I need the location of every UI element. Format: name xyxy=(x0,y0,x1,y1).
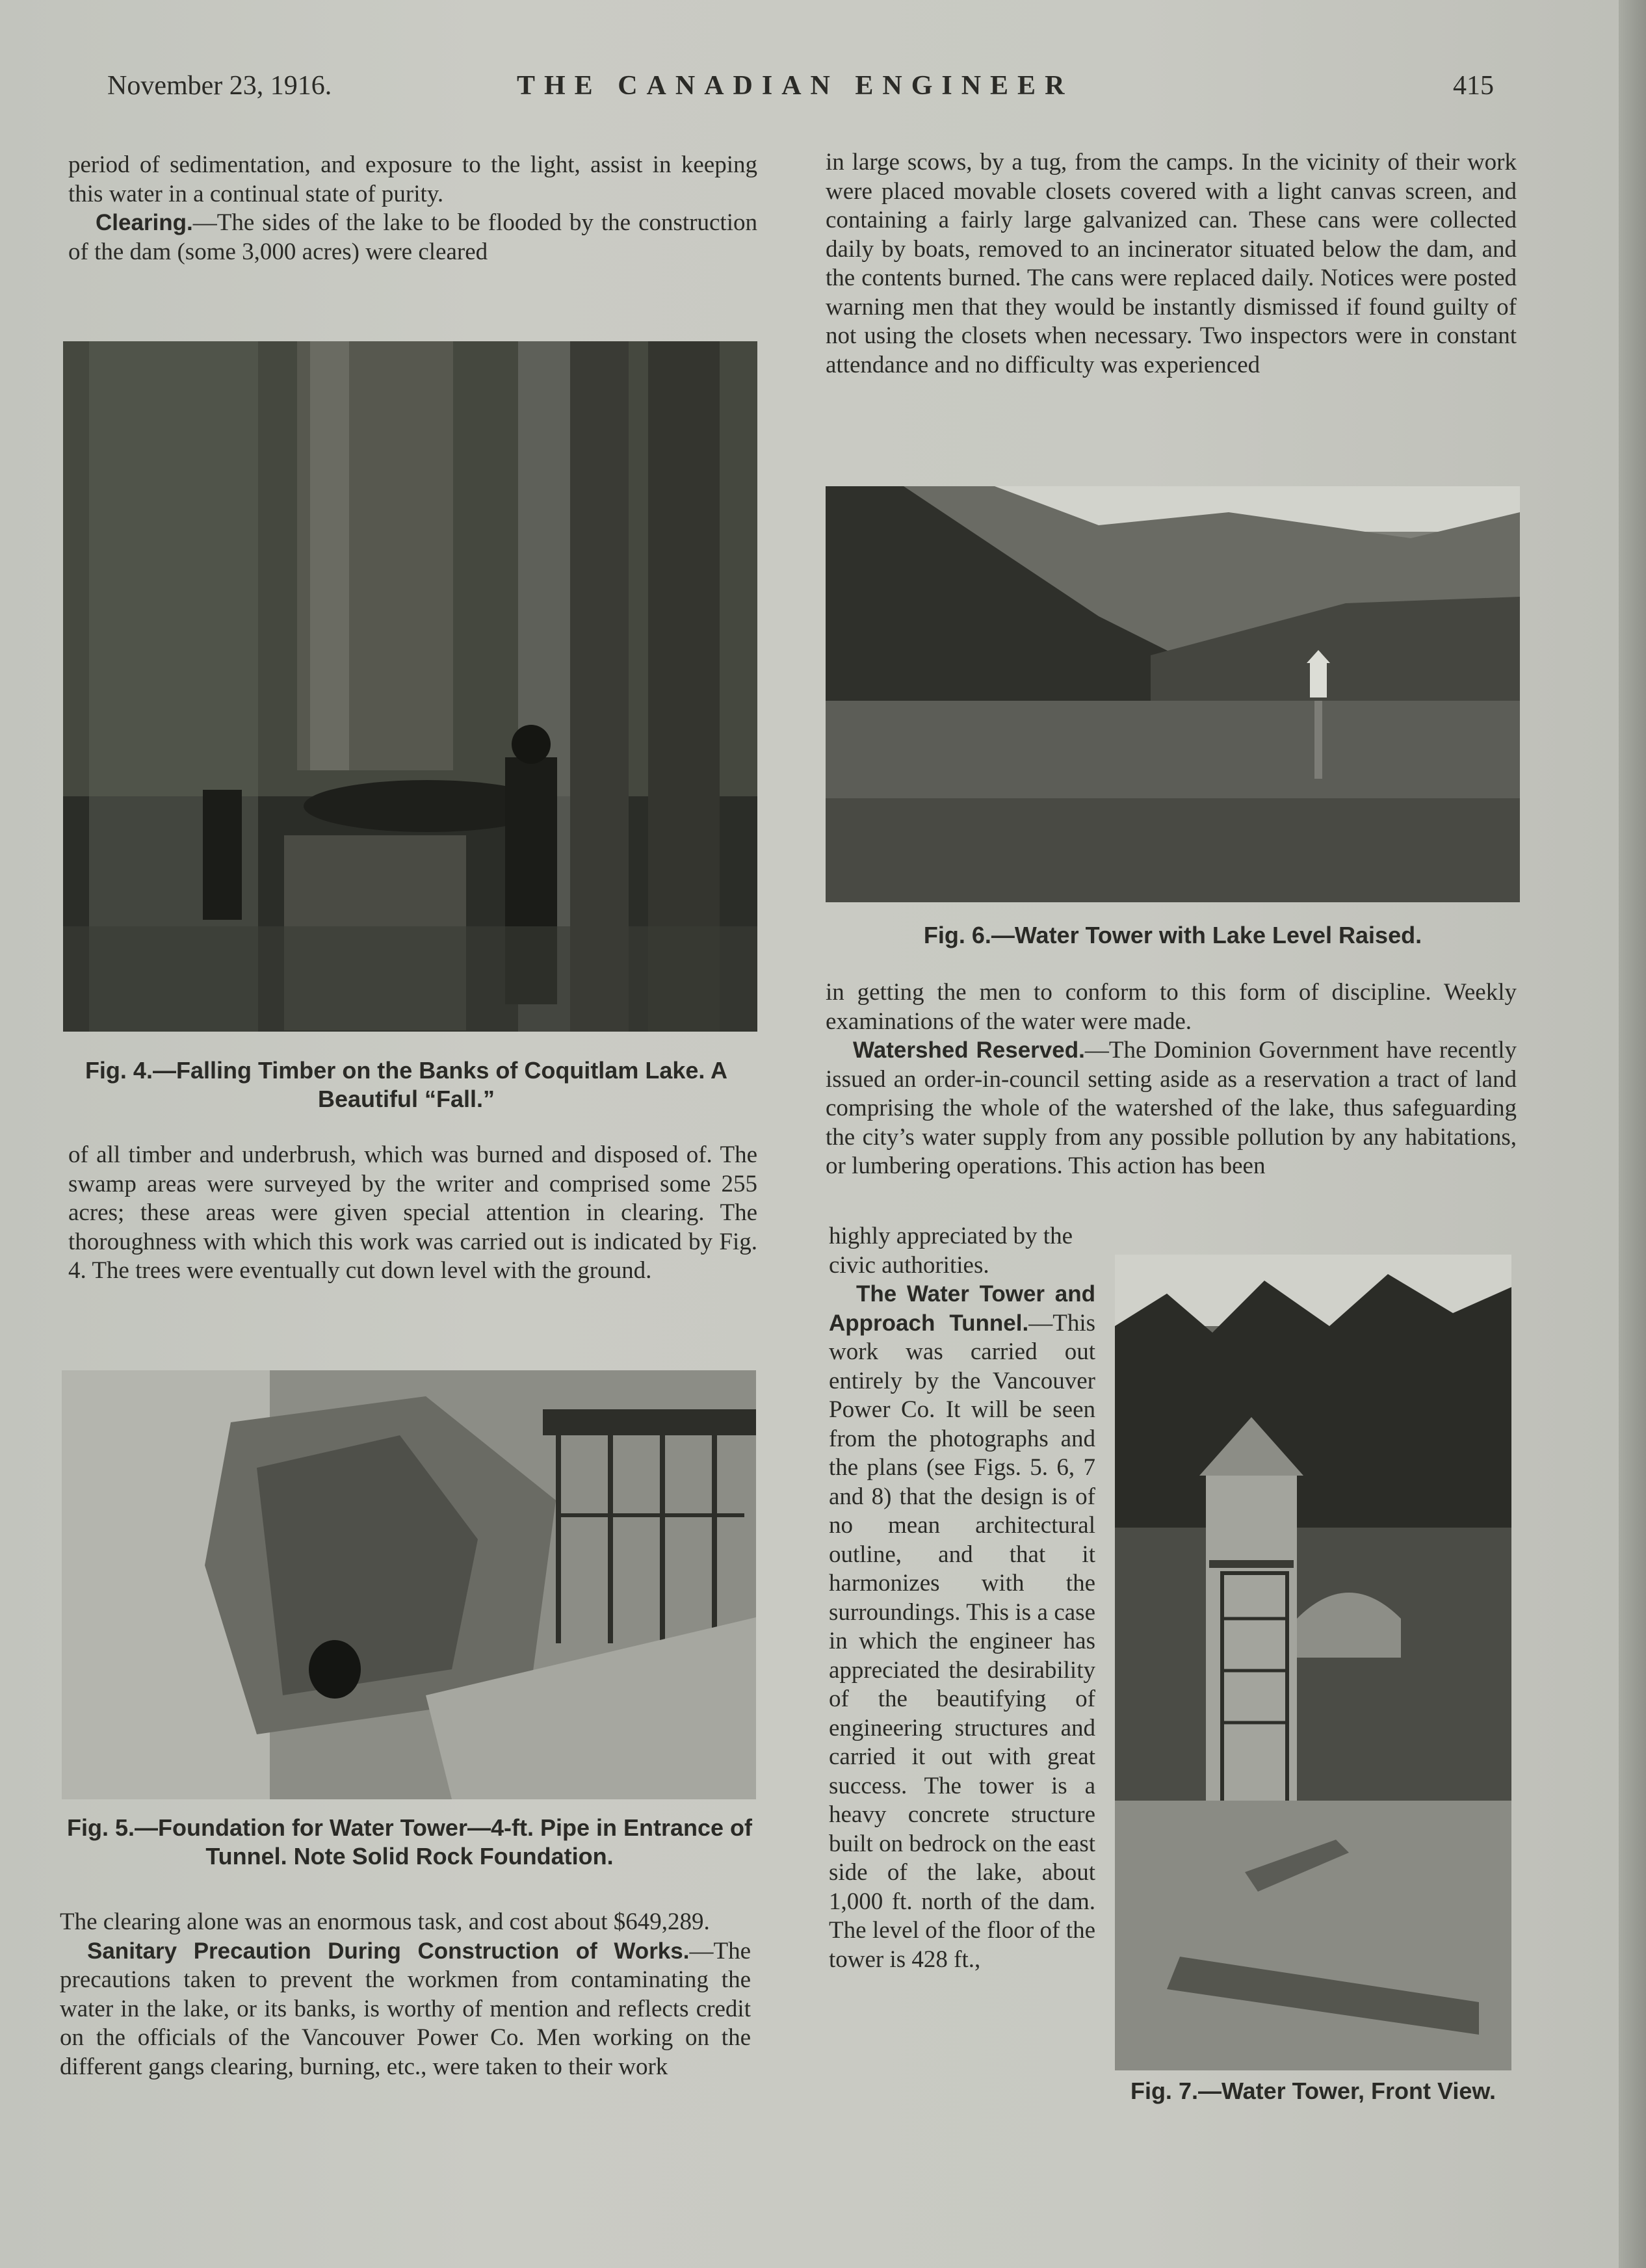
paragraph: The Water Tower and Approach Tunnel.—This work was carried out entirely by the Vancouver Power Co. It will be seen from the photographs and the plans (see Figs. 5. 6, 7 and 8) that the design is of no mean architectural outline, and that it harmonizes with the surroundings. This is a case in which the engineer has appreciated the desirability of the beautifying of engineering structures and carried it out with great success. The tower is a heavy concrete structure built on bedrock on the east side of the lake, about 1,000 ft. north of the dam. The level of the floor of the tower is 428 ft., xyxy=(829,1281,1095,1973)
paragraph: in large scows, by a tug, from the camps. In the vicinity of their work were placed movable closets covered with a light canvas screen, and containing a fairly large galvanized can. These cans were collected daily by boats, removed to an incinerator situated below the dam, and the contents burned. The cans were replaced daily. Notices were posted warning men that they would be instantly dismissed if found guilty of not using the closets when necessary. Two inspectors were in constant attendance and no difficulty was experienced xyxy=(826,149,1517,378)
col1-bottom xyxy=(60,1908,751,2081)
journal-title: THE CANADIAN ENGINEER xyxy=(517,71,1074,101)
section-heading: Clearing. xyxy=(96,210,193,235)
fig6-caption: Fig. 6.—Water Tower with Lake Level Raised. xyxy=(923,922,1422,948)
header-date: November 23, 1916. xyxy=(107,71,332,101)
paragraph: The clearing alone was an enormous task, and cost about $649,289. xyxy=(60,1909,710,1935)
paragraph: in getting the men to conform to this form of discipline. Weekly examinations of the water were made. xyxy=(826,979,1517,1035)
section-heading: The Water Tower and Approach Tunnel. xyxy=(829,1281,1095,1336)
fig4-caption: Fig. 4.—Falling Timber on the Banks of Coquitlam Lake. A Beautiful “Fall.” xyxy=(85,1057,728,1112)
fig5-photo xyxy=(62,1370,756,1799)
paragraph: Clearing.—The sides of the lake to be flooded by the construction of the dam (some 3,000 acres) were cleared xyxy=(68,209,757,265)
page-edge xyxy=(1619,0,1646,2268)
fig7-caption: Fig. 7.—Water Tower, Front View. xyxy=(1130,2078,1496,2104)
fig4-photo xyxy=(63,341,757,1032)
paragraph: of all timber and underbrush, which was burned and disposed of. The swamp areas were surveyed by the writer and comprised some 255 acres; these areas were given special attention in clearing. The thoroughness with which this work was carried out is indicated by Fig. 4. The trees were eventually cut down level with the ground. xyxy=(68,1141,757,1284)
paragraph: highly appreciated by the civic authorities. xyxy=(829,1223,1073,1279)
paragraph: Watershed Reserved.—The Dominion Government have recently issued an order-in-council setting aside as a reservation a tract of land comprising the whole of the watershed of the lake, thus safeguarding the city’s water supply from any possible pollution by any habitations, or lumbering operations. This action has been xyxy=(826,1037,1517,1179)
paragraph: Sanitary Precaution During Construction of Works.—The precautions taken to prevent the workmen from contaminating the water in the lake, or its banks, is worthy of mention and reflects credit on the officials of the Vancouver Power Co. Men working on the different gangs clearing, burning, etc., were taken to their work xyxy=(60,1937,751,2080)
paragraph: period of sedimentation, and exposure to the light, assist in keeping this water in a continual state of purity. xyxy=(68,151,757,207)
col2-top xyxy=(826,148,1517,380)
fig7-photo xyxy=(1115,1255,1511,2070)
col1-mid xyxy=(68,1141,757,1286)
fig6-photo xyxy=(826,486,1520,902)
section-heading: Watershed Reserved. xyxy=(853,1037,1085,1063)
col2-narrow xyxy=(829,1222,1095,1974)
fig5-caption: Fig. 5.—Foundation for Water Tower—4-ft. Pipe in Entrance of Tunnel. Note Solid Rock Foundation. xyxy=(66,1814,753,1870)
section-heading: Sanitary Precaution During Construction of Works. xyxy=(87,1938,690,1964)
col2-mid xyxy=(826,978,1517,1181)
col1-intro xyxy=(68,151,757,267)
page-number: 415 xyxy=(1453,71,1494,101)
